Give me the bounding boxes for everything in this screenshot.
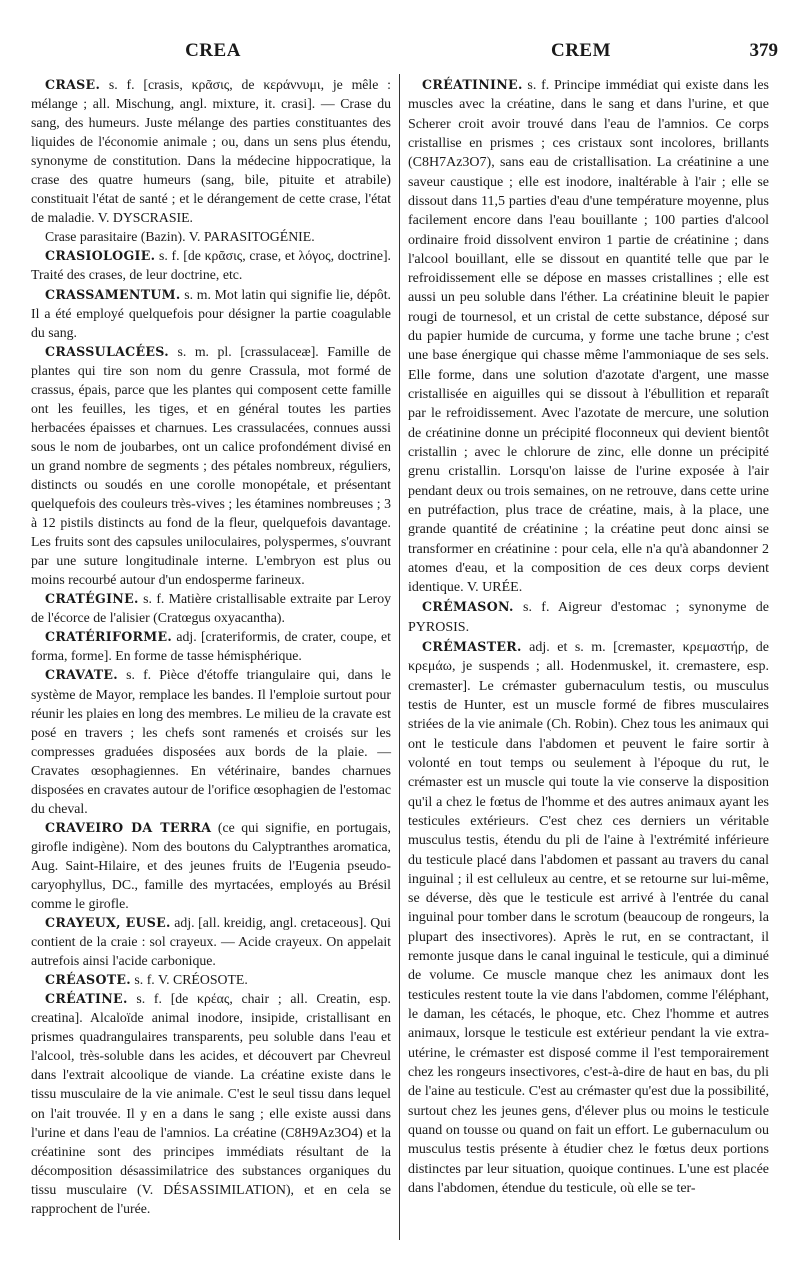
- dictionary-entry: [408, 637, 769, 1198]
- dictionary-entry: [31, 246, 391, 284]
- entry-definition: s. f. [crasis, κρᾶσις, de κεράννυμι, je mêle : mélange ; all. Mischung, angl. mixture, it. crasi]. — Crase du sang, des humeurs. Juste mélange des parties constituantes des liquides de l'économie animale ; ou, dans un sens plus étendu, synonyme de constitution. Dans la médecine hippocratique, la crase des quatre humeurs (sang, bile, pituite et atrabile) constituait l'état de santé ; et le dérangement de cette crase, l'état de maladie. V. DYSCRASIE.: [31, 77, 391, 226]
- entry-headword: CRAVEIRO DA TERRA: [45, 819, 212, 835]
- entry-definition: s. f. [de κρέας, chair ; all. Creatin, esp. creatina]. Alcaloïde animal inodore, insipide, cristallisant en prismes quadrangulaires transparents, peu soluble dans l'eau et l'alcool, très-soluble dans les acides, et découvert par Chevreul dans l'extrait alcoolique de viande. La créatine existe dans le tissu musculaire de la vie animale. C'est le seul tissu dans lequel on l'ait trouvée. Il y en a dans le sang ; elle existe aussi dans l'urine et dans l'eau de l'amnios. La créatine (C8H9Az3O4) et la créatinine sont des principes immédiats résultant de la décomposition désassimilatrice des substances organiques du tissu musculaire (V. DÉSASSIMILATION), et en cela se rapprochent de l'urée.: [31, 991, 391, 1216]
- entry-headword: CRASSAMENTUM.: [45, 286, 181, 302]
- entry-headword: CRÉASOTE.: [45, 972, 131, 988]
- entry-headword: CRATÉRIFORME.: [45, 629, 173, 645]
- dictionary-entry: [408, 75, 769, 597]
- entry-headword: CRÉMASON.: [422, 599, 514, 615]
- entry-definition: adj. [crateriformis, de crater, coupe, et forma, forme]. En forme de tasse hémisphérique.: [31, 629, 391, 664]
- entry-definition: s. m. pl. [crassulaceæ]. Famille de plantes qui tire son nom du genre Crassula, mot formé de crassus, épais, parce que les plantes qui composent cette famille ont les feuilles, les tiges, et en général toutes les parties herbacées épaisses et charnues. Les crassulacées, connues aussi sous le nom de joubarbes, ont un calice profondément divisé en un grand nombre de segments ; des pétales nombreux, réguliers, distincts ou soudés en une corolle monopétale, et présentant quelquefois des couleurs très-vives ; les étamines nombreuses ; 3 à 12 pistils distincts au fond de la fleur, quelquefois davantage. Les fruits sont des capsules uniloculaires, polyspermes, s'ouvrant par une suture longitudinale interne. L'embryon est plus ou moins recourbé autour d'un endosperme farineux.: [31, 343, 391, 588]
- entry-definition: s. f. Principe immédiat qui existe dans les muscles avec la créatine, dans le sang et dans l'urine, et que Scherer croit avoir trouvé dans l'eau de l'amnios. Ce corps cristallise en prismes ; ces cristaux sont incolores, brillants (C8H7Az3O7), sans eau de cristallisation. La créatinine a une saveur caustique ; elle est inodore, inaltérable à l'air ; elle se dissout dans 11,5 parties d'eau d'une température moyenne, plus facilement encore dans l'eau bouillante ; 100 parties d'alcool ordinaire froid dissolvent environ 1 partie de créatinine ; dans l'alcool bouillant, elle se dissout en quantité telle que par le refroidissement elle se dépose en masses cristallines ; elle est aussi un peu soluble dans l'éther. La créatinine bleuit le papier rougi de tournesol, et un cristal de cette substance, déposé sur du papier humide de curcuma, y forme une tache brune ; c'est une base énergique qui chasse même l'ammoniaque de ses sels. Elle forme, dans une solution d'azotate d'argent, une masse cristallisée en aiguilles qui se dissout à l'ébullition et reparaît par le refroidissement. Avec l'azotate de mercure, une solution de créatinine donne un précipité floconneux qui devient bientôt cristallin ; avec le chlorure de zinc, elle donne un précipité grenu cristallin. Lorsqu'on laisse de l'urine exposée à l'air pendant deux ou trois semaines, on ne retrouve, dans cette urine en putréfaction, plus trace de créatine, mais, à la place, une grande quantité de créatinine ; la créatine peut donc ainsi se transformer en créatinine : pour cela, elle n'a qu'à abandonner 2 atomes d'eau, et la composition de ces deux corps devient identique. V. URÉE.: [408, 78, 769, 596]
- dictionary-entry: [408, 597, 769, 637]
- entry-headword: CRÉMASTER.: [422, 639, 522, 655]
- dictionary-entry: [31, 989, 391, 1218]
- running-head-right: CREM: [550, 40, 612, 61]
- entry-definition: s. f. Aigreur d'estomac ; synonyme de PYROSIS.: [408, 600, 769, 635]
- dictionary-entry: [31, 970, 391, 989]
- entry-definition: (ce qui signifie, en portugais, girofle indigène). Nom des boutons du Calyptranthes aromatica, Aug. Saint-Hilaire, et des jeunes fruits de l'Eugenia pseudo-caryophyllus, DC., famille des myrtacées, employés au Brésil comme le girofle.: [31, 819, 391, 912]
- right-column: [408, 75, 769, 1198]
- entry-headword: CRAYEUX, EUSE.: [45, 915, 171, 931]
- entry-headword: CRASIOLOGIE.: [45, 248, 156, 264]
- entry-headword: CRASSULACÉES.: [45, 343, 169, 359]
- entry-definition: Crase parasitaire (Bazin). V. PARASITOGÉNIE.: [45, 229, 315, 245]
- dictionary-entry: [31, 665, 391, 817]
- dictionary-entry: [31, 589, 391, 627]
- page-number: 379: [749, 40, 778, 61]
- dictionary-entry: [31, 342, 391, 590]
- entry-definition: s. f. [de κρᾶσις, crase, et λόγος, doctrine]. Traité des crases, de leur doctrine, etc.: [31, 248, 391, 283]
- dictionary-entry: [31, 75, 391, 227]
- running-head-left: CREA: [185, 40, 241, 61]
- entry-definition: s. f. V. CRÉOSOTE.: [130, 972, 248, 988]
- entry-definition: s. m. Mot latin qui signifie lie, dépôt. Il a été employé quelquefois pour désigner la partie coagulable du sang.: [31, 286, 391, 340]
- entry-definition: adj. et s. m. [cremaster, κρεμαστήρ, de κρεμάω, je suspends ; all. Hodenmuskel, it. cremastere, esp. cremaster]. Le crémaster gubernaculum testis, ou musculus testis de Hunter, est un muscle formé de fibres musculaires striées de la vie animale (Ch. Robin). Chez tous les animaux qui ont le testicule dans l'abdomen et peuvent le faire sortir à volonté en tout temps ou seulement à l'époque du rut, le crémaster est un muscle qui toute la vie conserve la disposition qu'il a chez le fœtus de l'homme et des autres animaux ayant les testicules extérieurs. C'est chez ces derniers un véritable musculus testis, étendu du pli de l'aine à l'extrémité inférieure du testicule placé dans l'abdomen et passant au travers du canal inguinal ; il est celluleux au centre, et se retourne sur lui-même, se déverse, dès que le testicule est arrivé à l'entrée du canal inguinal pour tomber dans le scrotum (beaucoup de rongeurs, la plupart des insectivores). Après le rut, en se contractant, il remonte jusque dans le canal inguinal le testicule, qui a diminué de volume. Ce muscle manque chez les animaux dont les testicules restent toute la vie dans l'abdomen, comme l'éléphant, le daman, les cétacés, le phoque, etc. Chez l'homme et autres animaux, lorsque le testicule est extérieur pendant la vie extra-utérine, le crémaster est disposé comme il l'est temporairement chez les rongeurs insectivores, c'est-à-dire de haut en bas, du pli de l'aine au testicule. C'est au crémaster qu'est due la possibilité, surtout chez les jeunes gens, d'élever plus ou moins le testicule quand on tousse ou quand on fait un effort. Le gubernaculum ou musculus testis présente à étudier chez le fœtus deux portions distinctes par leur situation, quoique continues. L'une est placée dans l'abdomen, étendue du testicule, où elle se ter-: [408, 640, 769, 1196]
- entry-headword: CRÉATININE.: [422, 77, 523, 92]
- dictionary-entry: [31, 627, 391, 665]
- entry-definition: adj. [all. kreidig, angl. cretaceous]. Qui contient de la craie : sol crayeux. — Acide crayeux. On appelait autrefois ainsi l'acide carbonique.: [31, 915, 391, 969]
- entry-headword: CRASE.: [45, 77, 101, 92]
- dictionary-entry: [31, 285, 391, 342]
- dictionary-entry: [31, 818, 391, 913]
- left-column: [31, 75, 391, 1218]
- page-header: [30, 40, 778, 72]
- dictionary-entry: [31, 227, 391, 246]
- entry-definition: s. f. Pièce d'étoffe triangulaire qui, dans le système de Mayor, remplace les bandes. Il l'emploie surtout pour réunir les plaies en long des membres. Le milieu de la cravate est posé en travers ; les chefs sont ramenés et croisés sur les compresses graduées disposées aux bords de la plaie. — Cravates œsophagiennes. En vétérinaire, bandes charnues disposées en cravates autour de l'orifice œsophagien de l'estomac du cheval.: [31, 667, 391, 816]
- entry-headword: CRÉATINE.: [45, 991, 128, 1007]
- entry-headword: CRATÉGINE.: [45, 591, 139, 607]
- entry-definition: s. f. Matière cristallisable extraite par Leroy de l'écorce de l'alisier (Cratœgus oxyacantha).: [31, 591, 391, 626]
- entry-headword: CRAVATE.: [45, 667, 118, 683]
- dictionary-entry: [31, 913, 391, 970]
- column-divider: [399, 74, 400, 1240]
